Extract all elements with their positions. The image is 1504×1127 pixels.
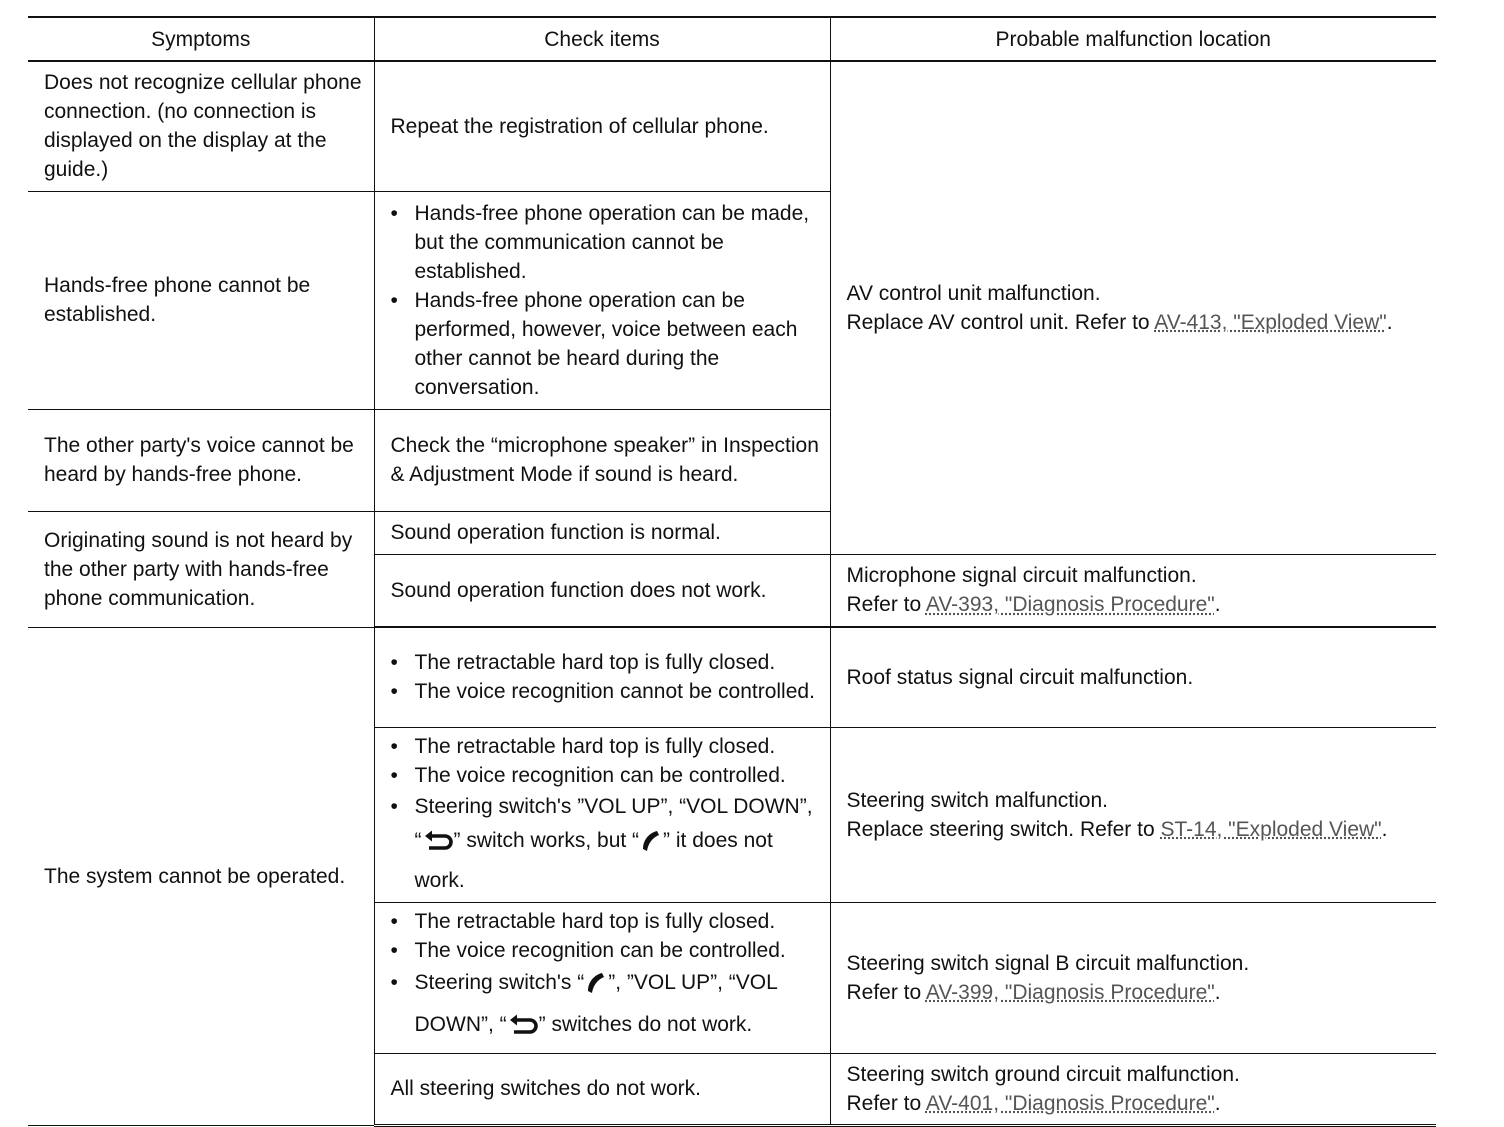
location-line: Refer to AV-401, "Diagnosis Procedure". — [846, 1091, 1221, 1115]
header-check-items: Check items — [374, 17, 830, 61]
location-line: AV control unit malfunction. — [846, 281, 1101, 305]
check-list-item: • The voice recognition can be controlled. — [391, 936, 820, 965]
table-row — [28, 61, 1436, 191]
location-line: Steering switch signal B circuit malfunction. — [846, 951, 1250, 975]
location-line: Steering switch malfunction. — [846, 788, 1108, 812]
check-cell — [374, 902, 830, 1053]
check-cell: Check the “microphone speaker” in Inspection & Adjustment Mode if sound is heard. — [374, 409, 830, 511]
check-cell: All steering switches do not work. — [374, 1053, 830, 1125]
location-line: Steering switch ground circuit malfunction. — [846, 1062, 1240, 1086]
reference-link-st-14[interactable]: ST-14, "Exploded View" — [1160, 817, 1382, 841]
reference-link-av-393[interactable]: AV-393, "Diagnosis Procedure" — [925, 593, 1215, 617]
header-row — [28, 17, 1436, 61]
table-row — [28, 627, 1436, 727]
location-cell-ground — [830, 1053, 1436, 1125]
check-cell: Sound operation function does not work. — [374, 554, 830, 627]
location-cell-steering — [830, 727, 1436, 902]
check-list — [391, 732, 820, 898]
reference-link-av-399[interactable]: AV-399, "Diagnosis Procedure" — [925, 980, 1215, 1004]
phone-handset-icon — [585, 971, 607, 1007]
location-line: Replace steering switch. Refer to ST-14, "Exploded View". — [846, 817, 1388, 841]
reference-link-av-401[interactable]: AV-401, "Diagnosis Procedure" — [925, 1091, 1215, 1115]
check-list-item: • Steering switch's ”VOL UP”, “VOL DOWN”, “ ” switch works, but “ ” it does not work. — [391, 790, 820, 898]
symptom-cell: Does not recognize cellular phone connection. (no connection is displayed on the display at the guide.) — [28, 61, 374, 191]
location-line: Refer to AV-393, "Diagnosis Procedure". — [846, 593, 1221, 617]
header-symptoms: Symptoms — [28, 17, 374, 61]
phone-handset-icon — [640, 829, 662, 864]
troubleshooting-table-wrapper — [28, 16, 1436, 1127]
location-cell-mic — [830, 554, 1436, 627]
check-list-item: • The voice recognition cannot be controlled. — [391, 677, 820, 706]
check-list-item: • Hands-free phone operation can be performed, however, voice between each other cannot be heard during the conversation. — [391, 286, 820, 402]
symptom-cell: The system cannot be operated. — [28, 627, 374, 1125]
reference-link-av-413[interactable]: AV-413, "Exploded View" — [1154, 310, 1387, 334]
location-line: Replace AV control unit. Refer to AV-413, "Exploded View". — [846, 310, 1393, 334]
location-cell-steering-b — [830, 902, 1436, 1053]
check-cell — [374, 627, 830, 727]
location-cell-av-unit — [830, 61, 1436, 554]
check-cell — [374, 191, 830, 409]
location-cell-roof: Roof status signal circuit malfunction. — [830, 627, 1436, 727]
location-line: Refer to AV-399, "Diagnosis Procedure". — [846, 980, 1221, 1004]
symptom-cell: Originating sound is not heard by the other party with hands-free phone communication. — [28, 511, 374, 627]
symptom-cell: Hands-free phone cannot be established. — [28, 191, 374, 409]
check-list — [391, 648, 820, 706]
check-cell — [374, 727, 830, 902]
location-line: Microphone signal circuit malfunction. — [846, 564, 1197, 588]
check-cell: Repeat the registration of cellular phone. — [374, 61, 830, 191]
check-list-item: • The retractable hard top is fully closed. — [391, 648, 820, 677]
check-cell: Sound operation function is normal. — [374, 511, 830, 554]
symptom-cell: The other party's voice cannot be heard by hands-free phone. — [28, 409, 374, 511]
back-arrow-icon — [508, 1013, 538, 1049]
check-list — [391, 907, 820, 1049]
check-list-item: • The retractable hard top is fully closed. — [391, 732, 820, 761]
check-list — [391, 199, 820, 402]
check-list-item: • Steering switch's “ ”, ”VOL UP”, “VOL DOWN”, “ ” switches do not work. — [391, 965, 820, 1049]
header-location: Probable malfunction location — [830, 17, 1436, 61]
check-list-item: • The retractable hard top is fully closed. — [391, 907, 820, 936]
check-list-item: • The voice recognition can be controlled. — [391, 761, 820, 790]
back-arrow-icon — [423, 829, 453, 864]
troubleshooting-table — [28, 16, 1436, 1127]
check-list-item: • Hands-free phone operation can be made, but the communication cannot be established. — [391, 199, 820, 286]
